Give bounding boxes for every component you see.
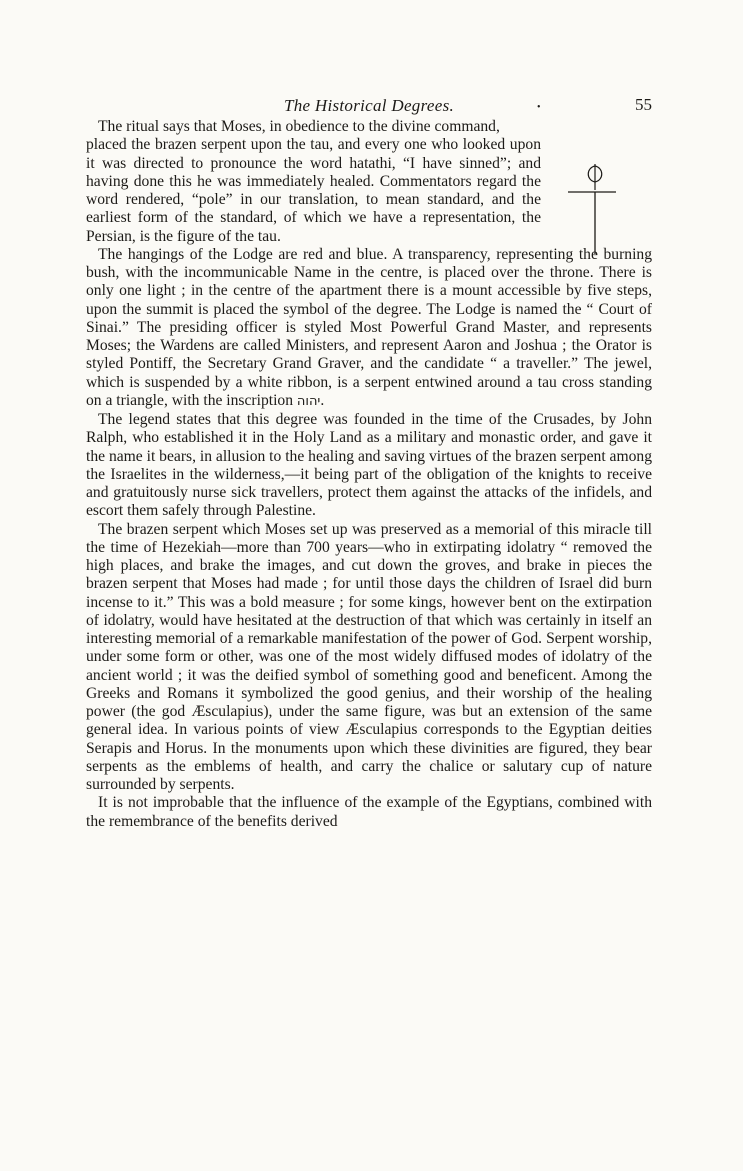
brazen-serpent-paragraph: The brazen serpent which Moses set up was preserved as a memorial of this miracle till the time of Hezekiah—more than 700 years—who in extirpating idolatry “ removed the high places, and brake the images, and cut down the groves, and brake in pieces the brazen serpent that Moses had made ; for until those days the children of Israel did burn incense to it.” This was a bold measure ; for some kings, however bent on the extirpation of idolatry, would have hesitated at the destruction of that which was certainly in itself an interesting memorial of a remarkable manifestation of the power of God. Serpent worship, under some form or other, was one of the most widely diffused modes of idolatry of the ancient world ; it was the deified symbol of something good and beneficent. Among the Greeks and Romans it symbolized the good genius, and their worship of the healing power (the god Æsculapius), under the same figure, was but an extension of the same general idea. In various points of view Æsculapius corresponds to the Egyptian deities Serapis and Horus. In the monuments upon which these divinities are figured, they bear serpents as the emblems of health, and carry the chalice or salutary cup of nature surrounded by serpents. [86,520,652,793]
running-title: The Historical Degrees. [283,96,455,115]
egyptians-paragraph: It is not improbable that the influence of the example of the Egyptians, combined with the remembrance of the benefits derived [86,794,652,830]
body-text [86,118,652,831]
hangings-end: . [320,391,325,409]
header-bullet: • [537,102,541,113]
page-number: 55 [635,95,652,114]
hangings-text: The hangings of the Lodge are red and blue. A transparency, representing the burning bush, with the incommunicable Name in the centre, is placed over the throne. There is only one light ; in the centre of the apartment there is a mount accessible by five steps, upon the summit is placed the symbol of the degree. The Lodge is named the “ Court of Sinai.” The presiding officer is styled Most Powerful Grand Master, and represents Moses; the Wardens are called Ministers, and represent Aaron and Joshua ; the Orator is styled Pontiff, the Secretary Grand Graver, and the candidate “ a traveller.” The jewel, which is suspended by a white ribbon, is a serpent entwined around a tau cross standing on a triangle, with the inscription [86,245,652,409]
hangings-paragraph [86,246,652,411]
ritual-text: placed the brazen serpent upon the tau, and every one who looked upon it was directed to pronounce the word hatathi, “I have sinned”; and having done this he was immediately healed. Commentators regard the word rendered, “pole” in our translation, to mean standard, and the earliest form of the standard, of which we have a representation, the Persian, is the figure of the tau. [86,136,541,245]
hebrew-inscription: יהוה [296,393,321,409]
page-header [86,66,652,115]
ritual-paragraph [86,118,652,246]
book-page [86,66,652,831]
tau-cross-with-serpent-icon [564,160,618,258]
legend-paragraph: The legend states that this degree was founded in the time of the Crusades, by John Ralph, who established it in the Holy Land as a military and monastic order, and gave it the name it bears, in allusion to the healing and saving virtues of the brazen serpent among the Israelites in the wilderness,—it being part of the obligation of the knights to receive and gratuitously nurse sick travellers, protect them against the attacks of the infidels, and escort them safely through Palestine. [86,411,652,520]
ritual-first-line: The ritual says that Moses, in obedience to the divine command, [98,118,500,135]
